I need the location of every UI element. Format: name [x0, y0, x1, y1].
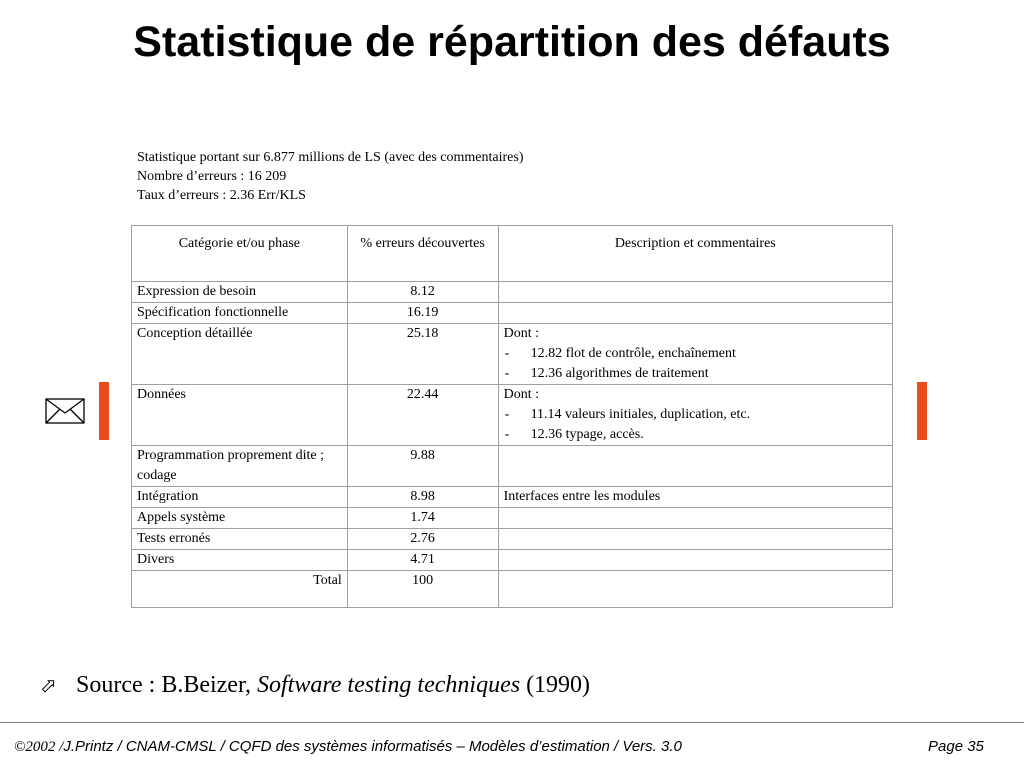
table-row: [132, 529, 893, 550]
table-row: [132, 487, 893, 508]
row-description: [498, 571, 892, 608]
row-percent: 1.74: [347, 508, 498, 529]
row-description: [498, 282, 892, 303]
header-percent: % erreurs découvertes: [347, 226, 498, 282]
footer-credit-text: J.Printz / CNAM-CMSL / CQFD des systèmes informatisés – Modèles d’estimation / Vers. 3.0: [63, 738, 682, 755]
row-category: Programmation proprement dite ; codage: [132, 446, 348, 487]
row-category: Tests erronés: [132, 529, 348, 550]
description-item-text: 12.36 algorithmes de traitement: [530, 366, 709, 381]
row-description: [498, 529, 892, 550]
description-heading: Dont :: [503, 326, 539, 341]
header-description: Description et commentaires: [498, 226, 892, 282]
row-percent: 2.76: [347, 529, 498, 550]
intro-line-sample: Statistique portant sur 6.877 millions de LS (avec des commentaires): [137, 150, 524, 165]
description-item-text: 12.82 flot de contrôle, enchaînement: [530, 346, 736, 361]
table-row: [132, 303, 893, 324]
table-row: [132, 508, 893, 529]
table-row: [132, 324, 893, 385]
table-header-row: [132, 226, 893, 282]
row-percent: 9.88: [347, 446, 498, 487]
footer-divider: [0, 722, 1024, 723]
description-item: [504, 364, 887, 384]
description-item: [504, 405, 887, 425]
intro-block: [137, 148, 523, 205]
intro-line-error-count: Nombre d’erreurs : 16 209: [137, 169, 287, 184]
row-description: [498, 550, 892, 571]
dash-bullet: -: [504, 366, 510, 381]
row-description: Interfaces entre les modules: [498, 487, 892, 508]
row-description: [498, 303, 892, 324]
row-description: [498, 324, 892, 385]
row-percent: 16.19: [347, 303, 498, 324]
source-prefix: Source : B.Beizer,: [76, 672, 257, 698]
table-total-row: [132, 571, 893, 608]
row-category: Données: [132, 385, 348, 446]
row-percent: 25.18: [347, 324, 498, 385]
row-category: Spécification fonctionnelle: [132, 303, 348, 324]
accent-bar-right: [917, 382, 927, 440]
table-row: [132, 385, 893, 446]
description-heading: Dont :: [503, 387, 539, 402]
row-category: Intégration: [132, 487, 348, 508]
row-description: [498, 508, 892, 529]
header-category: Catégorie et/ou phase: [132, 226, 348, 282]
intro-line-error-rate: Taux d’erreurs : 2.36 Err/KLS: [137, 188, 306, 203]
footer-credit: [14, 738, 682, 756]
envelope-icon: [45, 398, 85, 424]
source-year: (1990): [520, 672, 591, 698]
row-percent: 22.44: [347, 385, 498, 446]
row-category: Expression de besoin: [132, 282, 348, 303]
source-citation: [40, 670, 590, 701]
dash-bullet: -: [504, 427, 510, 442]
table-row: [132, 446, 893, 487]
row-category: Conception détaillée: [132, 324, 348, 385]
description-item: [504, 344, 887, 364]
slide-title: Statistique de répartition des défauts: [133, 18, 891, 66]
description-item-text: 11.14 valeurs initiales, duplication, etc.: [530, 407, 751, 422]
description-item: [504, 425, 887, 445]
total-label: Total: [132, 571, 348, 608]
row-category: Divers: [132, 550, 348, 571]
row-percent: 8.12: [347, 282, 498, 303]
dash-bullet: -: [504, 407, 510, 422]
row-description: [498, 385, 892, 446]
arrow-bullet-icon: ⬀: [40, 675, 57, 697]
page-number: Page 35: [928, 738, 984, 755]
row-category: Appels système: [132, 508, 348, 529]
dash-bullet: -: [504, 346, 510, 361]
accent-bar-left: [99, 382, 109, 440]
source-book-title: Software testing techniques: [256, 672, 521, 698]
row-percent: 8.98: [347, 487, 498, 508]
total-value: 100: [347, 571, 498, 608]
row-description: [498, 446, 892, 487]
table-row: [132, 550, 893, 571]
table-row: [132, 282, 893, 303]
description-item-text: 12.36 typage, accès.: [530, 427, 644, 442]
row-percent: 4.71: [347, 550, 498, 571]
defect-statistics-table: [131, 225, 893, 608]
footer-copyright: ©2002 /: [14, 739, 64, 755]
